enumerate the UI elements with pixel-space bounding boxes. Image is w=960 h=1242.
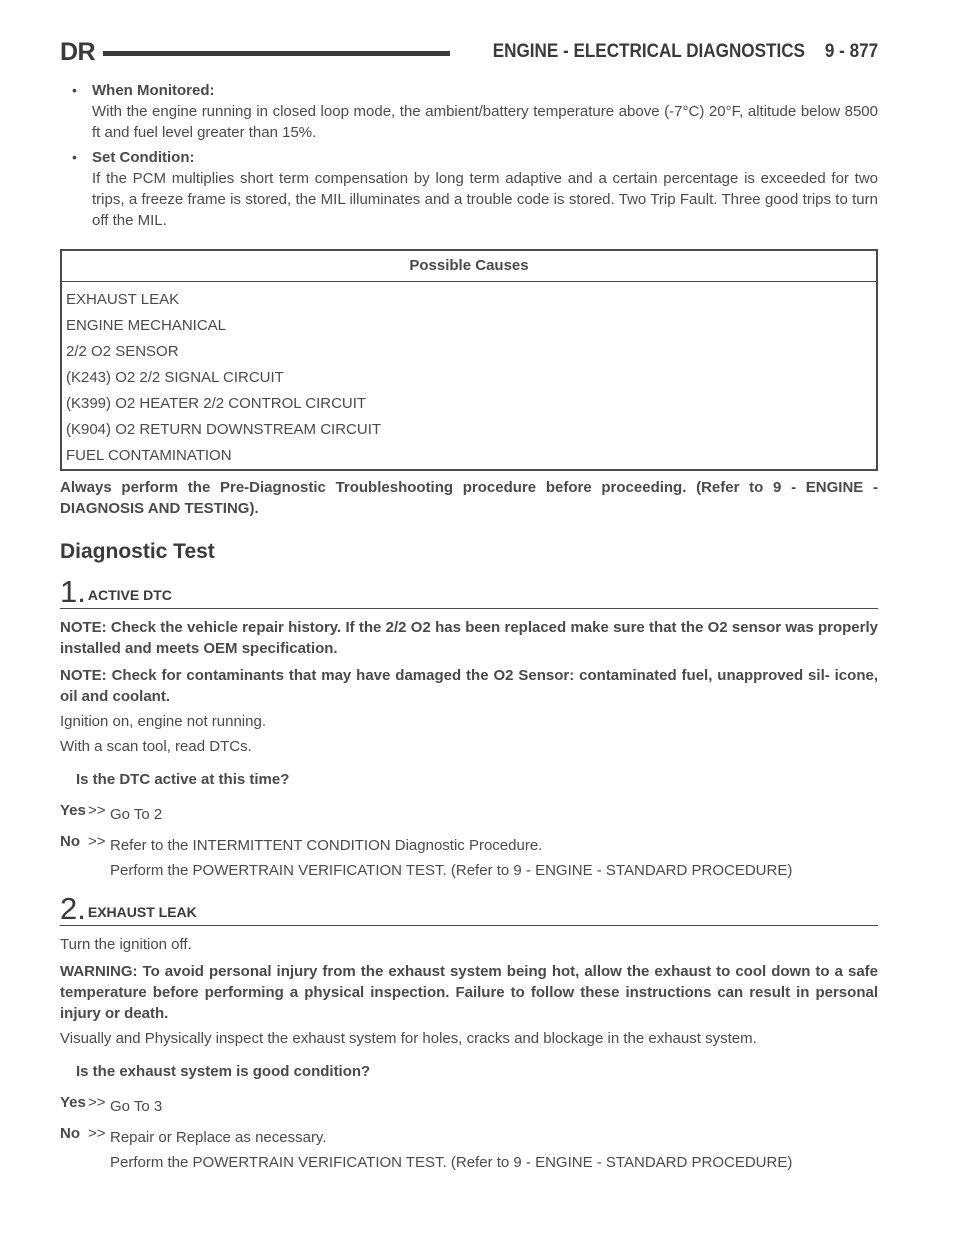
bullet-text: With the engine running in closed loop mode, the ambient/battery temperature above (-7°C) 20°F, altitude below 8500 ft and fuel level greater than 15%. xyxy=(92,103,878,141)
arrow-icon: >> xyxy=(88,1094,106,1111)
pre-diagnostic-note: Always perform the Pre-Diagnostic Troubleshooting procedure before proceeding. (Refer to 9 - ENGINE - DIAGNOSIS AND TESTING). xyxy=(60,479,878,517)
step-2-question: Is the exhaust system is good condition? xyxy=(76,1063,371,1080)
answer-text xyxy=(110,1123,878,1177)
step-number: 2. xyxy=(60,891,86,926)
step-2-yes-answer xyxy=(60,1092,878,1121)
bullet-title: Set Condition: xyxy=(92,149,195,166)
possible-causes-heading: Possible Causes xyxy=(62,251,876,282)
bullet-title: When Monitored: xyxy=(92,82,215,99)
cause-item: (K243) O2 2/2 SIGNAL CIRCUIT xyxy=(66,369,284,386)
header-model-code: DR xyxy=(60,37,96,66)
possible-causes-list xyxy=(62,282,876,469)
arrow-icon: >> xyxy=(88,833,106,850)
answer-label: No xyxy=(60,833,80,850)
answer-line: Refer to the INTERMITTENT CONDITION Diagnostic Procedure. xyxy=(110,837,543,854)
header-section-title: ENGINE - ELECTRICAL DIAGNOSTICS xyxy=(492,41,805,62)
step-1-note-1: NOTE: Check the vehicle repair history. If the 2/2 O2 has been replaced make sure that the O2 sensor was properly installed and meets OEM specification. xyxy=(60,619,878,657)
cause-item: (K904) O2 RETURN DOWNSTREAM CIRCUIT xyxy=(66,421,382,438)
page-header xyxy=(60,34,878,70)
cause-item: ENGINE MECHANICAL xyxy=(66,317,227,334)
answer-text xyxy=(110,831,878,885)
step-1-instruction: With a scan tool, read DTCs. xyxy=(60,738,252,755)
answer-line: Go To 2 xyxy=(110,806,163,823)
answer-label: No xyxy=(60,1125,80,1142)
answer-line: Go To 3 xyxy=(110,1098,163,1115)
step-1-question: Is the DTC active at this time? xyxy=(76,771,290,788)
cause-item: FUEL CONTAMINATION xyxy=(66,447,232,464)
answer-line: Perform the POWERTRAIN VERIFICATION TEST. (Refer to 9 - ENGINE - STANDARD PROCEDURE) xyxy=(110,1154,793,1171)
header-rule xyxy=(103,51,450,56)
bullet-icon: • xyxy=(72,149,77,165)
answer-line: Perform the POWERTRAIN VERIFICATION TEST. (Refer to 9 - ENGINE - STANDARD PROCEDURE) xyxy=(110,862,793,879)
cause-item: 2/2 O2 SENSOR xyxy=(66,343,179,360)
step-1-header xyxy=(60,574,878,609)
cause-item: EXHAUST LEAK xyxy=(66,291,180,308)
step-2-header xyxy=(60,891,878,926)
bullet-when-monitored xyxy=(60,80,878,143)
bullet-icon: • xyxy=(72,82,77,98)
step-2-warning: WARNING: To avoid personal injury from the exhaust system being hot, allow the exhaust to cool down to a safe temperature before performing a physical inspection. Failure to follow these instructions can result in personal injury or death. xyxy=(60,963,878,1022)
bullet-text: If the PCM multiplies short term compensation by long term adaptive and a certain percentage is exceeded for two trips, a freeze frame is stored, the MIL illuminates and a trouble code is stored. Two Trip Fault. Three good trips to turn off the MIL. xyxy=(92,170,878,229)
answer-text xyxy=(110,800,878,829)
step-1-instruction: Ignition on, engine not running. xyxy=(60,713,266,730)
step-title: ACTIVE DTC xyxy=(87,587,172,603)
arrow-icon: >> xyxy=(88,1125,106,1142)
answer-label: Yes xyxy=(60,802,86,819)
step-number: 1. xyxy=(60,574,86,609)
answer-line: Repair or Replace as necessary. xyxy=(110,1129,327,1146)
step-title: EXHAUST LEAK xyxy=(87,904,197,920)
header-page-number: 9 - 877 xyxy=(824,41,878,62)
possible-causes-table xyxy=(60,249,878,471)
cause-item: (K399) O2 HEATER 2/2 CONTROL CIRCUIT xyxy=(66,395,367,412)
page-content xyxy=(60,80,878,1179)
step-1-yes-answer xyxy=(60,800,878,829)
section-title: Diagnostic Test xyxy=(60,540,215,563)
step-2-no-answer xyxy=(60,1123,878,1177)
step-1-note-2: NOTE: Check for contaminants that may have damaged the O2 Sensor: contaminated fuel, unapproved sil- icone, oil and coolant. xyxy=(60,667,878,705)
step-1-no-answer xyxy=(60,831,878,885)
answer-text xyxy=(110,1092,878,1121)
step-2-instruction: Turn the ignition off. xyxy=(60,936,192,953)
bullet-set-condition xyxy=(60,147,878,231)
step-2-instruction: Visually and Physically inspect the exhaust system for holes, cracks and blockage in the exhaust system. xyxy=(60,1030,757,1047)
arrow-icon: >> xyxy=(88,802,106,819)
answer-label: Yes xyxy=(60,1094,86,1111)
